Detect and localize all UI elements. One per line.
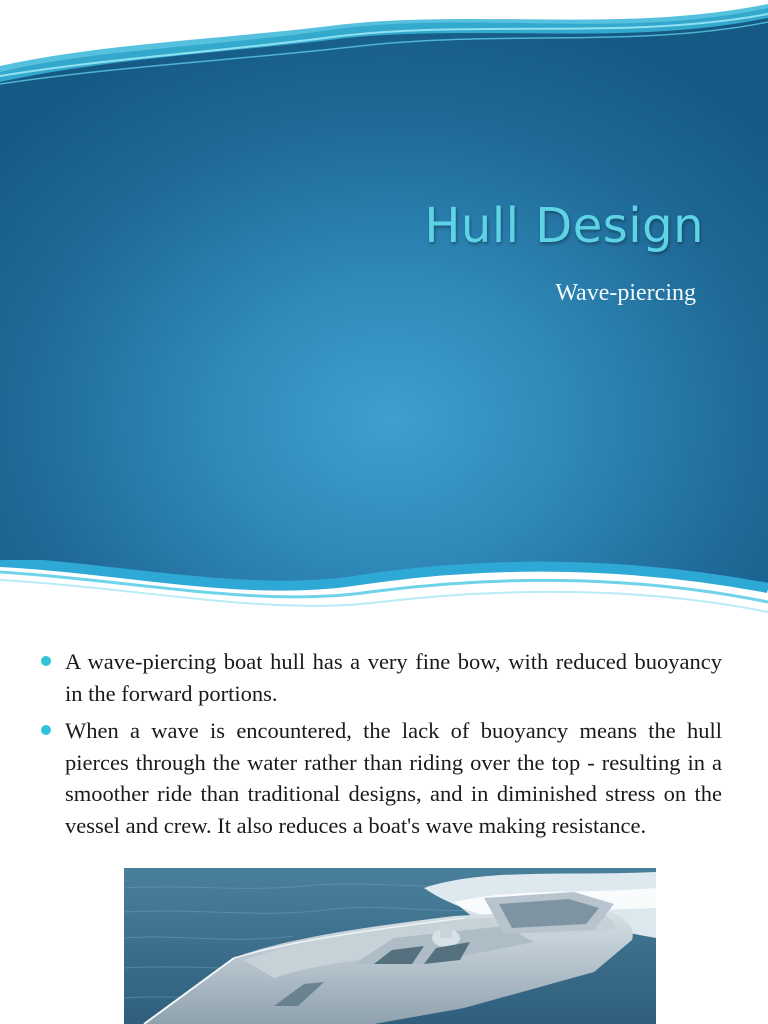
content-slide [0,640,768,1024]
slide-title: Hull Design [424,198,704,254]
slide-subtitle: Wave-piercing [555,280,696,306]
bullet-dot-icon [41,656,51,666]
bullet-text: When a wave is encountered, the lack of buoyancy means the hull pierces through the water rather than riding over the top - resulting in a smoother ride than traditional designs, and in diminished stress on the vessel and crew. It also reduces a boat's wave making resistance. [65,718,722,838]
bullet-text: A wave-piercing boat hull has a very fine bow, with reduced buoyancy in the forward portions. [65,649,722,706]
bottom-wave-decoration [0,560,768,640]
bullet-dot-icon [41,725,51,735]
bullet-item [40,646,722,709]
top-wave-decoration [0,0,768,90]
bullet-list [40,646,722,847]
wave-piercing-boat-photo [124,868,656,1024]
bullet-item [40,715,722,841]
